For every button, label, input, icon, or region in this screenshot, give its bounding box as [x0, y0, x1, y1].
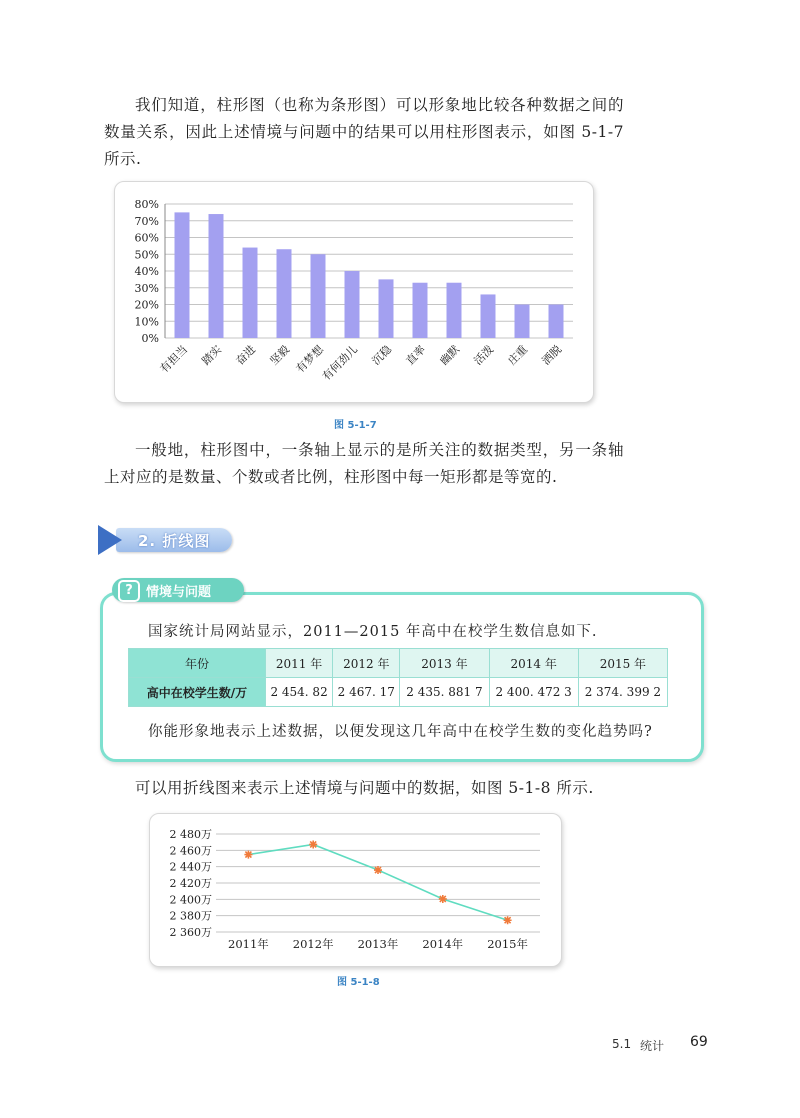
scenario-tab [112, 578, 244, 602]
table-header-label: 年份 [129, 649, 266, 678]
y-tick-label: 2 420万 [169, 877, 212, 890]
bar [311, 254, 326, 338]
x-tick-label: 沉稳 [369, 342, 395, 368]
footer-section-name: 统计 [640, 1039, 665, 1053]
y-tick-label: 30% [134, 281, 159, 295]
y-tick-label: 10% [134, 315, 159, 329]
bar [379, 279, 394, 338]
bar [447, 283, 462, 338]
x-tick-label: 庄重 [505, 342, 531, 368]
table-cell-year: 2014 年 [489, 649, 578, 678]
x-tick-label: 2015年 [487, 937, 528, 951]
bar [243, 248, 258, 338]
x-tick-label: 奋进 [233, 342, 259, 368]
intro-paragraph: 我们知道，柱形图（也称为条形图）可以形象地比较各种数据之间的数量关系，因此上述情境与问题中的结果可以用柱形图表示，如图 5-1-7 所示. [104, 96, 624, 168]
series-line [248, 844, 507, 920]
table-cell-year: 2012 年 [333, 649, 400, 678]
y-tick-label: 80% [134, 198, 159, 211]
x-tick-label: 有梦想 [293, 342, 327, 376]
data-point [244, 851, 252, 859]
y-tick-label: 2 480万 [169, 828, 212, 841]
table-row [129, 678, 668, 707]
bar [481, 294, 496, 338]
x-tick-label: 踏实 [199, 342, 225, 368]
bar [515, 305, 530, 339]
y-tick-label: 60% [134, 231, 159, 245]
table-cell-value: 2 374. 399 2 [578, 678, 667, 707]
line-intro-paragraph: 可以用折线图来表示上述情境与问题中的数据，如图 5-1-8 所示. [135, 779, 594, 797]
y-tick-label: 2 360万 [169, 926, 212, 939]
line-chart-caption: 图 5-1-8 [337, 977, 380, 988]
line-chart [150, 814, 561, 966]
section-header [98, 525, 238, 555]
x-tick-label: 2014年 [422, 937, 464, 951]
table-cell-year: 2011 年 [266, 649, 333, 678]
bar-chart-frame [114, 181, 594, 403]
x-tick-label: 活泼 [471, 342, 497, 368]
footer-section-number: 5.1 [612, 1037, 632, 1051]
scenario-question: 你能形象地表示上述数据，以便发现这几年高中在校学生数的变化趋势吗? [148, 724, 653, 740]
data-point [309, 840, 317, 848]
data-point [374, 866, 382, 874]
table-cell-value: 2 454. 82 [266, 678, 333, 707]
table-cell-year: 2015 年 [578, 649, 667, 678]
y-tick-label: 2 380万 [169, 909, 212, 923]
y-tick-label: 2 440万 [169, 860, 212, 874]
bar [209, 214, 224, 338]
bar [345, 271, 360, 338]
table-cell-year: 2013 年 [400, 649, 489, 678]
bar [549, 305, 564, 339]
bar [413, 283, 428, 338]
y-tick-label: 70% [134, 214, 159, 228]
bar [277, 249, 292, 338]
x-tick-label: 2012年 [292, 937, 334, 951]
x-tick-label: 2011年 [228, 937, 269, 951]
table-cell-value: 2 467. 17 [333, 678, 400, 707]
bar-chart-caption: 图 5-1-7 [334, 420, 377, 431]
table-cell-value: 2 435. 881 7 [400, 678, 489, 707]
x-tick-label: 幽默 [437, 342, 463, 368]
x-tick-label: 有何劲儿 [319, 342, 361, 384]
line-chart-frame [149, 813, 562, 967]
x-tick-label: 坚毅 [267, 342, 293, 368]
scenario-tab-label: 情境与问题 [146, 585, 212, 600]
data-point [504, 916, 512, 924]
table-row [129, 649, 668, 678]
y-tick-label: 2 460万 [169, 844, 212, 858]
question-icon: ? [118, 580, 140, 602]
bar-description-paragraph: 一般地，柱形图中，一条轴上显示的是所关注的数据类型，另一条轴上对应的是数量、个数或者比例，柱形图中每一矩形都是等宽的. [104, 441, 624, 486]
page-number: 69 [690, 1034, 708, 1050]
section-title: 2. 折线图 [138, 532, 211, 550]
table-cell-value: 2 400. 472 3 [489, 678, 578, 707]
x-tick-label: 直率 [403, 342, 429, 368]
y-tick-label: 50% [134, 248, 159, 262]
data-point [439, 895, 447, 903]
bar-chart [115, 182, 593, 402]
x-tick-label: 2013年 [357, 937, 399, 951]
y-tick-label: 2 400万 [169, 893, 212, 907]
x-tick-label: 洒脱 [539, 342, 565, 368]
bar [175, 212, 190, 338]
y-tick-label: 0% [141, 332, 159, 345]
scenario-statement: 国家统计局网站显示，2011—2015 年高中在校学生数信息如下. [148, 624, 598, 640]
y-tick-label: 40% [134, 265, 159, 278]
y-tick-label: 20% [134, 298, 159, 312]
student-data-table [128, 648, 668, 707]
table-row-label: 高中在校学生数/万 [129, 678, 266, 707]
x-tick-label: 有担当 [157, 342, 191, 376]
section-triangle-icon [98, 525, 122, 555]
